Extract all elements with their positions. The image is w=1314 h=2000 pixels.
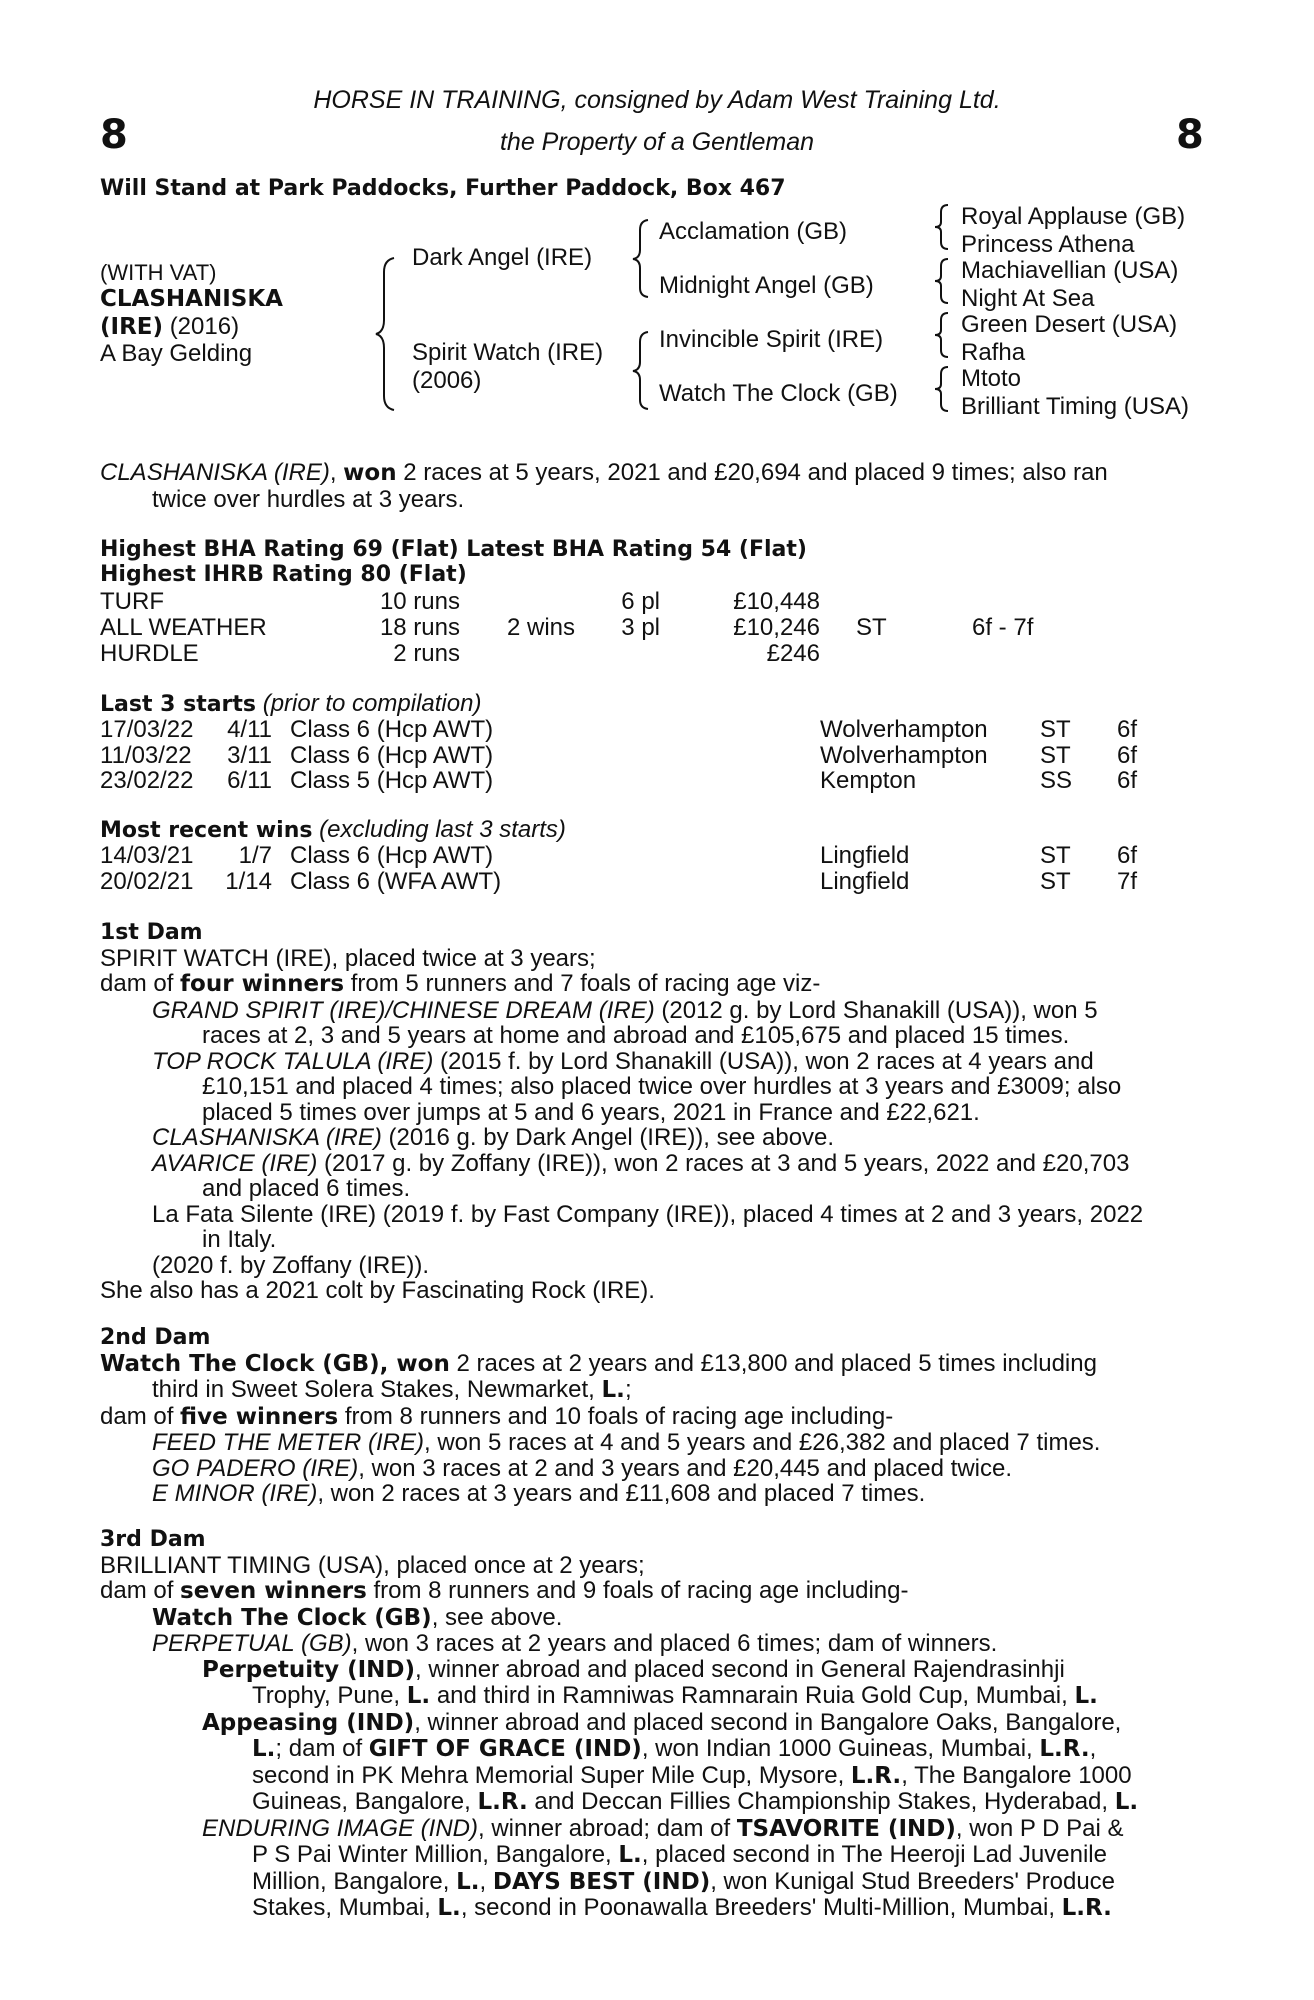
offspring-go-padero xyxy=(100,1456,1100,1482)
listed-mark: L. xyxy=(406,1683,431,1709)
text: ; dam of xyxy=(275,1735,369,1762)
record-surface: ALL WEATHER xyxy=(100,614,267,641)
race-going: ST xyxy=(1040,842,1071,869)
race-course: Wolverhampton xyxy=(820,716,988,743)
listed-race-mark: L.R. xyxy=(477,1789,528,1815)
record-wins: 2 wins xyxy=(506,614,575,641)
record-placed: 3 pl xyxy=(621,614,660,641)
text: , won 5 races at 4 and 5 years and £26,382 and placed 7 times. xyxy=(424,1429,1101,1456)
five-winners: five winners xyxy=(180,1403,339,1430)
race-date: 14/03/21 xyxy=(100,842,194,869)
grandoffspring-appeasing-cont1 xyxy=(100,1736,1138,1763)
second-dam-line2 xyxy=(100,1377,1100,1404)
race-date: 23/02/22 xyxy=(100,767,194,794)
race-distance: 6f xyxy=(1117,767,1138,794)
grandoffspring-perpetuity xyxy=(100,1657,1138,1684)
second-dam-heading: 2nd Dam xyxy=(100,1325,211,1350)
grandoffspring-enduring-cont1 xyxy=(100,1842,1138,1869)
listed-mark: L. xyxy=(601,1377,625,1403)
four-winners: four winners xyxy=(180,971,345,997)
offspring-clashaniska xyxy=(100,1125,1143,1151)
offspring-perpetual xyxy=(100,1631,1138,1657)
horse-origin: (IRE) xyxy=(100,314,164,340)
summary-won: won xyxy=(343,460,397,486)
race-distance: 7f xyxy=(1117,867,1138,895)
gift-of-grace: GIFT OF GRACE (IND) xyxy=(368,1736,642,1762)
vat-label: (WITH VAT) xyxy=(100,260,217,285)
race-date: 17/03/22 xyxy=(100,716,194,743)
listed-race-mark: L.R. xyxy=(850,1762,902,1789)
race-course: Wolverhampton xyxy=(820,741,988,769)
summary-text: 2 races at 5 years, 2021 and £20,694 and placed 9 times; also ran xyxy=(396,459,1108,486)
grandoffspring-appeasing-cont3 xyxy=(100,1789,1138,1816)
last-starts-note: (prior to compilation) xyxy=(256,690,482,717)
record-going: ST xyxy=(856,614,887,641)
text: , The Bangalore 1000 xyxy=(901,1761,1132,1789)
last-starts-title: Last 3 starts xyxy=(100,692,257,717)
third-dam-line2 xyxy=(100,1578,1138,1605)
record-surface: HURDLE xyxy=(100,640,199,667)
pedigree-g5: Green Desert (USA) xyxy=(961,311,1178,338)
pedigree-brace-g2 xyxy=(932,256,952,306)
third-dam-line1: BRILLIANT TIMING (USA), placed once at 2 years; xyxy=(100,1551,645,1579)
listed-mark: L. xyxy=(252,1736,276,1762)
listed-race-mark: L.R. xyxy=(1039,1736,1090,1762)
race-course: Lingfield xyxy=(820,842,910,869)
pedigree-g1: Royal Applause (GB) xyxy=(961,203,1186,230)
first-dam-line2 xyxy=(100,971,1143,998)
offspring-name: ENDURING IMAGE (IND) xyxy=(202,1814,478,1842)
text: third in Sweet Solera Stakes, Newmarket, xyxy=(152,1376,602,1403)
race-class: Class 5 (Hcp AWT) xyxy=(290,767,494,794)
listed-mark: L. xyxy=(1114,1789,1139,1815)
text: , won Kunigal Stud Breeders' Produce xyxy=(710,1867,1116,1895)
text: dam of xyxy=(100,1402,181,1430)
offspring-grand-spirit xyxy=(100,998,1143,1024)
bha-rating: Highest BHA Rating 69 (Flat) Latest BHA Rating 54 (Flat) xyxy=(100,537,807,562)
recent-wins-note: (excluding last 3 starts) xyxy=(312,816,566,843)
offspring-la-fata-cont: in Italy. xyxy=(202,1226,277,1253)
race-class: Class 6 (Hcp AWT) xyxy=(290,842,494,869)
first-dam-heading: 1st Dam xyxy=(100,920,203,945)
text: , placed second in The Heeroji Lad Juvenile xyxy=(641,1841,1107,1868)
pedigree-sire-sire: Acclamation (GB) xyxy=(659,218,848,245)
text: , won 3 races at 2 and 3 years and £20,445 and placed twice. xyxy=(358,1454,1013,1482)
summary-name: CLASHANISKA (IRE) xyxy=(100,459,330,486)
text: (2012 g. by Lord Shanakill (USA)), won 5 xyxy=(654,996,1098,1024)
race-class: Class 6 (WFA AWT) xyxy=(290,867,502,895)
offspring-name: AVARICE (IRE) xyxy=(152,1149,318,1177)
grandoffspring-appeasing xyxy=(100,1710,1138,1737)
horse-origin-year xyxy=(100,313,239,341)
text: (2015 f. by Lord Shanakill (USA)), won 2 races at 4 years and xyxy=(433,1047,1094,1075)
offspring-top-rock-talula xyxy=(100,1049,1143,1075)
race-position: 4/11 xyxy=(227,716,272,743)
record-runs: 2 runs xyxy=(393,640,460,667)
text: dam of xyxy=(100,1577,181,1604)
offspring-top-rock-cont1: £10,151 and placed 4 times; also placed twice over hurdles at 3 years and £3009; also xyxy=(202,1073,1122,1100)
record-distance: 6f - 7f xyxy=(972,614,1034,641)
text: from 8 runners and 10 foals of racing age including- xyxy=(338,1402,894,1430)
text: , second in Poonawalla Breeders' Multi-Million, Mumbai, xyxy=(460,1894,1062,1921)
race-course: Kempton xyxy=(820,767,917,794)
offspring-grand-spirit-cont: races at 2, 3 and 5 years at home and abroad and £105,675 and placed 15 times. xyxy=(202,1022,1070,1049)
horse-year: (2016) xyxy=(169,313,240,340)
listed-mark: L. xyxy=(618,1842,642,1868)
offspring-avarice-cont: and placed 6 times. xyxy=(202,1175,411,1202)
pedigree-dam: Spirit Watch (IRE) xyxy=(412,339,604,366)
grandoffspring-perpetuity-cont xyxy=(100,1683,1138,1710)
consignor-line: HORSE IN TRAINING, consigned by Adam West Training Ltd. xyxy=(313,86,1001,114)
text: , winner abroad and placed second in Bangalore Oaks, Bangalore, xyxy=(414,1708,1122,1736)
text: Stakes, Mumbai, xyxy=(252,1894,438,1921)
grandoffspring-enduring-image xyxy=(100,1816,1138,1843)
ihrb-rating: Highest IHRB Rating 80 (Flat) xyxy=(100,562,467,587)
offspring-name: FEED THE METER (IRE) xyxy=(152,1429,425,1456)
race-course: Lingfield xyxy=(820,867,910,895)
text: , won 2 races at 3 years and £11,608 and placed 7 times. xyxy=(317,1480,926,1507)
pedigree-dam-year: (2006) xyxy=(412,367,482,394)
race-going: SS xyxy=(1040,767,1073,794)
pedigree-brace-g3 xyxy=(932,310,952,360)
text: , won 3 races at 2 years and placed 6 times; dam of winners. xyxy=(351,1630,998,1657)
offspring-name: GRAND SPIRIT (IRE)/CHINESE DREAM (IRE) xyxy=(152,996,655,1024)
race-going: ST xyxy=(1040,716,1071,743)
third-dam-heading: 3rd Dam xyxy=(100,1527,206,1552)
lot-number-right: 8 xyxy=(1176,112,1204,158)
race-date: 20/02/21 xyxy=(100,867,194,895)
offspring-2020: (2020 f. by Zoffany (IRE)). xyxy=(152,1251,429,1279)
listed-mark: L. xyxy=(437,1895,461,1921)
race-going: ST xyxy=(1040,867,1071,895)
text: (2016 g. by Dark Angel (IRE)), see above. xyxy=(381,1124,835,1151)
race-position: 1/14 xyxy=(225,867,272,895)
horse-summary: CLASHANISKA (IRE), won 2 races at 5 years, 2021 and £20,694 and placed 9 times; also ran twice over hurdles at 3 years. xyxy=(100,459,1108,513)
seven-winners: seven winners xyxy=(180,1578,367,1604)
text: , xyxy=(1089,1735,1097,1762)
second-dam-line1 xyxy=(100,1351,1100,1378)
second-dam-section xyxy=(100,1325,1100,1507)
first-dam-colt-note: She also has a 2021 colt by Fascinating Rock (IRE). xyxy=(100,1277,655,1304)
race-distance: 6f xyxy=(1117,741,1138,769)
text: Guineas, Bangalore, xyxy=(252,1788,478,1815)
text: , winner abroad; dam of xyxy=(478,1814,737,1842)
offspring-name: Appeasing (IND) xyxy=(202,1709,415,1736)
pedigree-g8: Brilliant Timing (USA) xyxy=(961,393,1190,420)
text: (2017 g. by Zoffany (IRE)), won 2 races at 3 and 5 years, 2022 and £20,703 xyxy=(317,1149,1130,1177)
record-runs: 18 runs xyxy=(379,614,460,641)
first-dam-section xyxy=(100,920,1143,1304)
offspring-watch-the-clock xyxy=(100,1605,1138,1632)
text: and Deccan Fillies Championship Stakes, Hyderabad, xyxy=(527,1788,1115,1815)
race-distance: 6f xyxy=(1117,716,1138,743)
text: , won Indian 1000 Guineas, Mumbai, xyxy=(641,1735,1040,1762)
text: from 8 runners and 9 foals of racing age including- xyxy=(366,1577,909,1604)
text: ; xyxy=(624,1376,632,1403)
summary-line2: twice over hurdles at 3 years. xyxy=(152,485,465,513)
property-line: the Property of a Gentleman xyxy=(499,128,815,156)
offspring-name: GO PADERO (IRE) xyxy=(152,1454,359,1482)
text: Trophy, Pune, xyxy=(252,1682,407,1709)
listed-mark: L. xyxy=(1074,1683,1098,1709)
race-position: 3/11 xyxy=(227,741,272,769)
offspring-name: CLASHANISKA (IRE) xyxy=(152,1124,382,1151)
second-dam-line3 xyxy=(100,1404,1100,1431)
record-earnings: £246 xyxy=(766,640,820,667)
tsavorite: TSAVORITE (IND) xyxy=(736,1815,956,1842)
text: P S Pai Winter Million, Bangalore, xyxy=(252,1841,619,1868)
offspring-name: E MINOR (IRE) xyxy=(152,1480,318,1507)
race-class: Class 6 (Hcp AWT) xyxy=(290,716,494,743)
text: Million, Bangalore, xyxy=(252,1867,457,1895)
listed-race-mark: L.R. xyxy=(1061,1895,1112,1921)
first-dam-line1: SPIRIT WATCH (IRE), placed twice at 3 years; xyxy=(100,944,596,972)
horse-name: CLASHANISKA xyxy=(100,286,283,312)
pedigree-dam-dam: Watch The Clock (GB) xyxy=(659,380,898,407)
offspring-name: Perpetuity (IND) xyxy=(202,1656,416,1683)
text: , see above. xyxy=(431,1603,563,1631)
offspring-name: TOP ROCK TALULA (IRE) xyxy=(152,1047,434,1075)
horse-description: A Bay Gelding xyxy=(100,340,253,367)
grandoffspring-enduring-cont2 xyxy=(100,1869,1138,1896)
pedigree-brace-g4 xyxy=(932,364,952,414)
offspring-name: Watch The Clock (GB) xyxy=(152,1604,432,1631)
pedigree-g6: Rafha xyxy=(961,339,1026,366)
offspring-name: PERPETUAL (GB) xyxy=(152,1630,352,1657)
last-starts-heading xyxy=(100,691,481,718)
text: from 5 runners and 7 foals of racing age viz- xyxy=(344,970,821,997)
lot-number-left: 8 xyxy=(100,112,128,158)
offspring-avarice xyxy=(100,1151,1143,1177)
days-best: DAYS BEST (IND) xyxy=(492,1868,711,1895)
race-position: 1/7 xyxy=(238,842,272,869)
record-runs: 10 runs xyxy=(379,588,460,615)
record-surface: TURF xyxy=(100,588,164,615)
pedigree-sire: Dark Angel (IRE) xyxy=(412,244,593,271)
race-date: 11/03/22 xyxy=(100,741,192,769)
pedigree-g7: Mtoto xyxy=(961,365,1022,392)
text: , winner abroad and placed second in General Rajendrasinhji xyxy=(415,1655,1065,1683)
recent-wins-heading xyxy=(100,817,566,844)
race-position: 6/11 xyxy=(227,767,272,794)
pedigree-brace-sire xyxy=(630,216,654,300)
grandoffspring-enduring-cont3 xyxy=(100,1895,1138,1922)
pedigree-sire-dam: Midnight Angel (GB) xyxy=(659,272,874,299)
grandoffspring-appeasing-cont2 xyxy=(100,1763,1138,1790)
record-earnings: £10,448 xyxy=(733,588,820,615)
second-dam-name: Watch The Clock (GB), won xyxy=(100,1350,450,1377)
text: 2 races at 2 years and £13,800 and placed 5 times including xyxy=(449,1349,1097,1377)
pedigree-g2: Princess Athena xyxy=(961,231,1135,258)
text: and third in Ramniwas Ramnarain Ruia Gold Cup, Mumbai, xyxy=(430,1682,1075,1709)
pedigree-g4: Night At Sea xyxy=(961,285,1095,312)
pedigree-brace-dam xyxy=(630,328,654,412)
offspring-top-rock-cont2: placed 5 times over jumps at 5 and 6 years, 2021 in France and £22,621. xyxy=(202,1098,980,1126)
record-earnings: £10,246 xyxy=(733,614,820,641)
race-class: Class 6 (Hcp AWT) xyxy=(290,741,494,769)
race-distance: 6f xyxy=(1117,842,1138,869)
text: , xyxy=(479,1867,493,1895)
text: dam of xyxy=(100,970,181,997)
offspring-feed-the-meter xyxy=(100,1430,1100,1456)
pedigree-brace-g1 xyxy=(932,202,952,252)
record-placed: 6 pl xyxy=(621,588,660,615)
stand-info: Will Stand at Park Paddocks, Further Paddock, Box 467 xyxy=(100,176,786,201)
third-dam-section xyxy=(100,1527,1138,1922)
offspring-e-minor xyxy=(100,1481,1100,1507)
text: second in PK Mehra Memorial Super Mile Cup, Mysore, xyxy=(252,1761,851,1789)
text: , won P D Pai & xyxy=(955,1814,1124,1842)
recent-wins-title: Most recent wins xyxy=(100,818,313,843)
race-going: ST xyxy=(1040,741,1071,769)
pedigree-dam-sire: Invincible Spirit (IRE) xyxy=(659,326,884,353)
pedigree-g3: Machiavellian (USA) xyxy=(961,257,1179,284)
offspring-la-fata-silente: La Fata Silente (IRE) (2019 f. by Fast Company (IRE)), placed 4 times at 2 and 3 years, 2022 xyxy=(152,1200,1144,1228)
pedigree-brace-main xyxy=(372,254,402,414)
listed-mark: L. xyxy=(456,1868,480,1895)
